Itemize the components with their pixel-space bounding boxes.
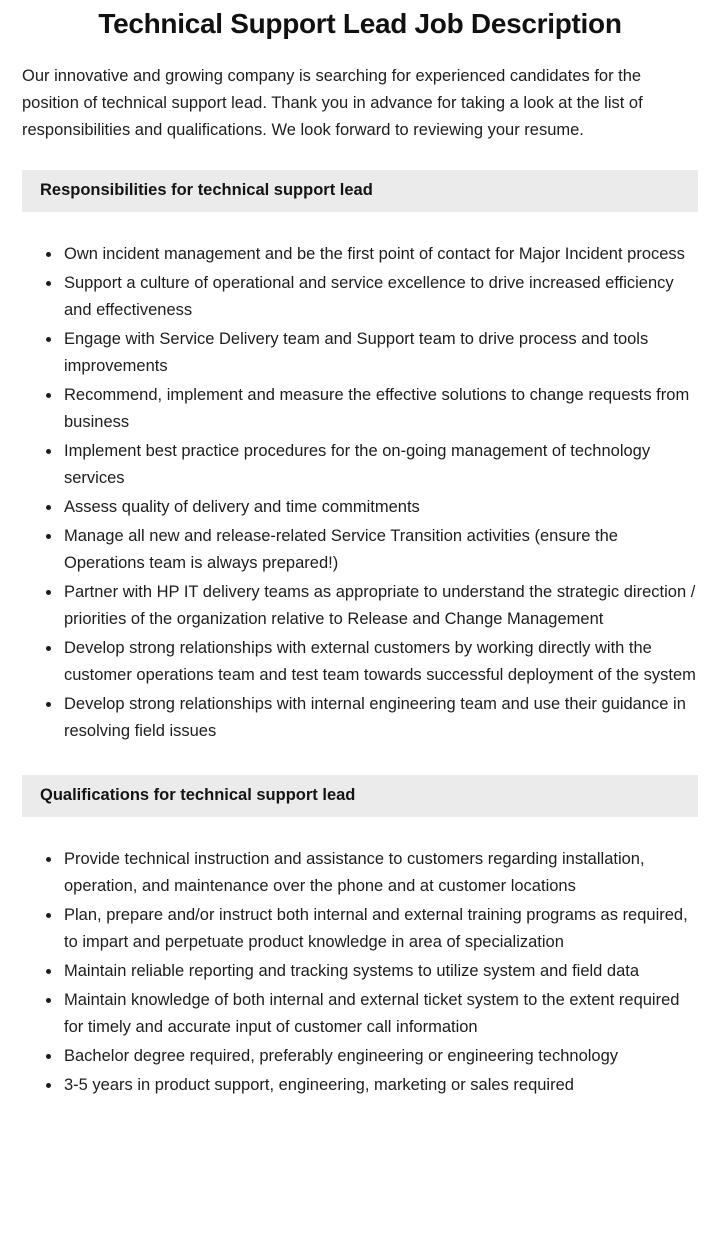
intro-paragraph: Our innovative and growing company is searching for experienced candidates for the position of technical support lead. Thank you in advance for taking a look at the list of responsibilities and qualifications. We look forward to reviewing your resume. <box>22 67 643 139</box>
section-heading-0: Responsibilities for technical support lead <box>22 170 698 212</box>
list-item: • Support a culture of operational and service excellence to drive increased efficiency and effectiveness <box>62 270 698 324</box>
bullet-list <box>22 241 698 745</box>
list-item: • Plan, prepare and/or instruct both internal and external training programs as required, to impart and perpetuate product knowledge in area of specialization <box>62 902 698 956</box>
list-item: • Develop strong relationships with internal engineering team and use their guidance in resolving field issues <box>62 691 698 745</box>
list-item: • Implement best practice procedures for the on-going management of technology services <box>62 438 698 492</box>
list-item: • Maintain knowledge of both internal and external ticket system to the extent required for timely and accurate input of customer call information <box>62 987 698 1041</box>
sections-container <box>22 170 698 1099</box>
list-item: • Provide technical instruction and assistance to customers regarding installation, operation, and maintenance over the phone and at customer locations <box>62 846 698 900</box>
section <box>22 170 698 745</box>
list-item: • Engage with Service Delivery team and Support team to drive process and tools improvements <box>62 326 698 380</box>
list-item: • Partner with HP IT delivery teams as appropriate to understand the strategic direction / priorities of the organization relative to Release and Change Management <box>62 579 698 633</box>
section <box>22 775 698 1099</box>
page-title: Technical Support Lead Job Description <box>98 8 622 39</box>
list-item: • Recommend, implement and measure the effective solutions to change requests from business <box>62 382 698 436</box>
list-item: • Bachelor degree required, preferably engineering or engineering technology <box>62 1043 698 1070</box>
list-item: • Own incident management and be the first point of contact for Major Incident process <box>62 241 698 268</box>
list-item: • Assess quality of delivery and time commitments <box>62 494 698 521</box>
bullet-list <box>22 846 698 1099</box>
list-item: • 3-5 years in product support, engineering, marketing or sales required <box>62 1072 698 1099</box>
section-heading-1: Qualifications for technical support lead <box>22 775 698 817</box>
list-item: • Maintain reliable reporting and tracking systems to utilize system and field data <box>62 958 698 985</box>
list-item: • Manage all new and release-related Service Transition activities (ensure the Operations team is always prepared!) <box>62 523 698 577</box>
list-item: • Develop strong relationships with external customers by working directly with the customer operations team and test team towards successful deployment of the system <box>62 635 698 689</box>
